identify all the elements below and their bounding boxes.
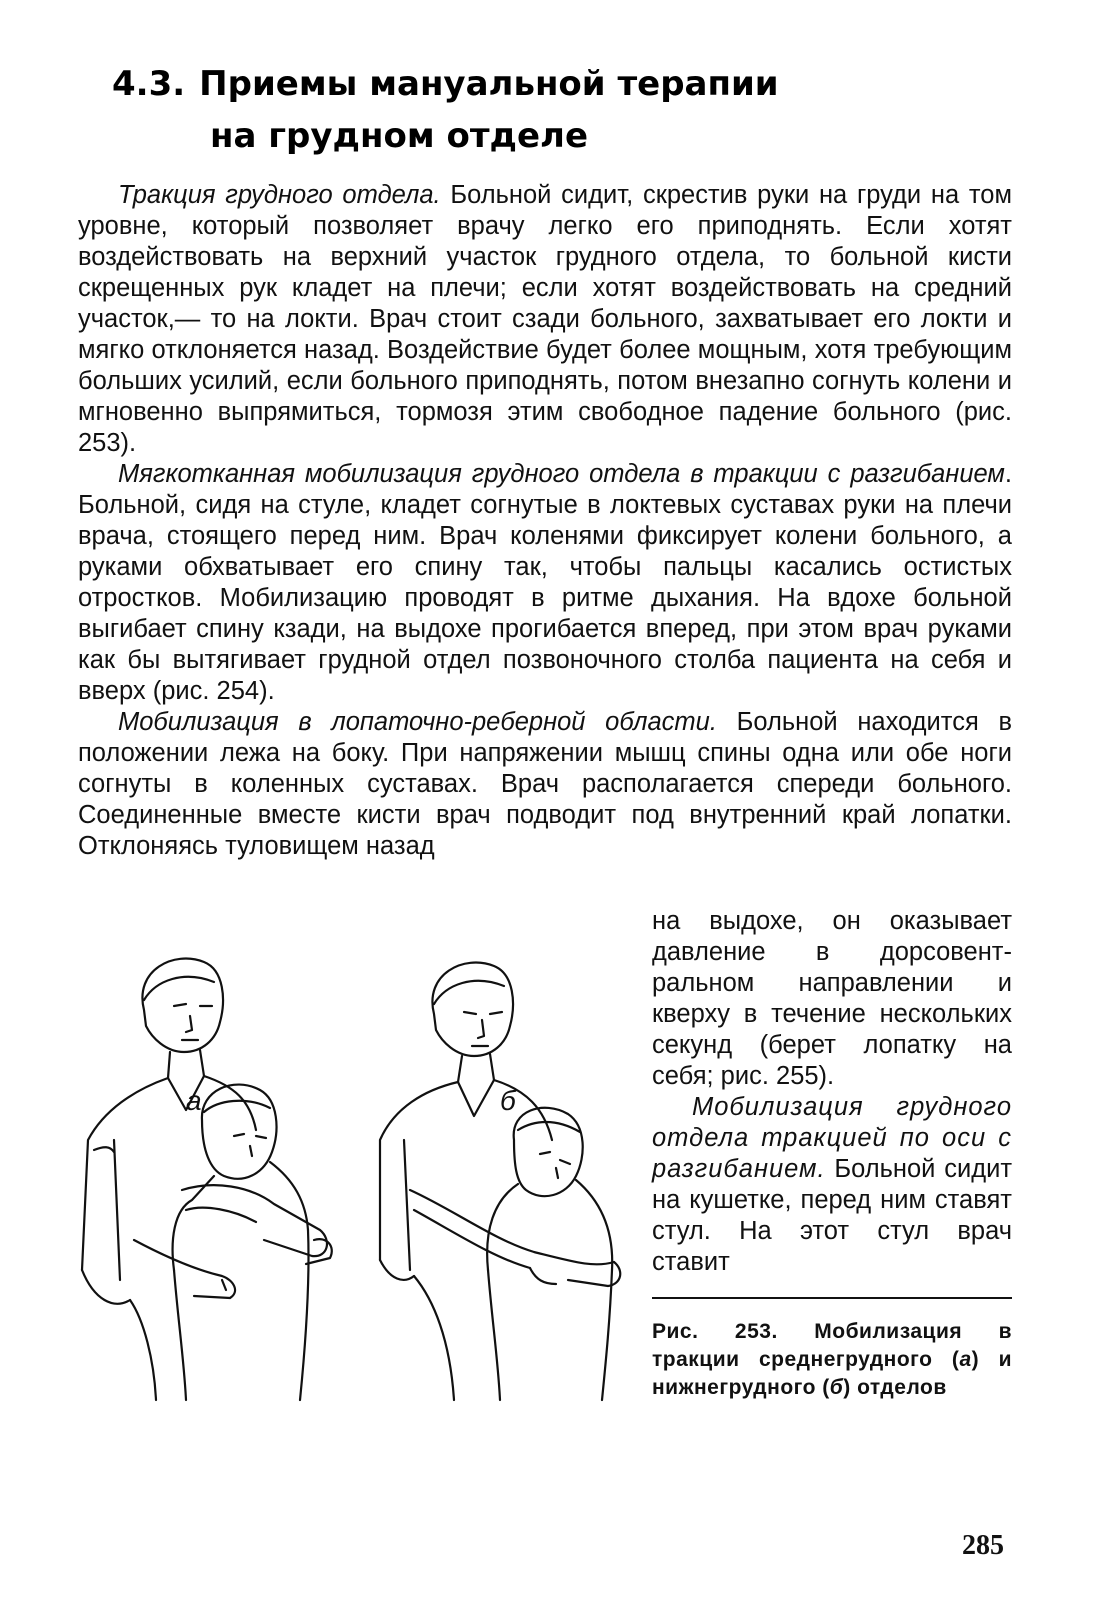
paragraph-body: Больной находится в положении лежа на боку. При напряжении мышц спины одна или обе ноги согнуты в коленных суставах. Врач располагается спереди больного. Соединенные вместе кисти врач подводит под внутренний край лопатки. Отклоняясь туловищем назад [78, 708, 1012, 860]
figure-a-drawing [82, 959, 332, 1400]
paragraph-body: Больной сидит, скрестив руки на груди на том уровне, который позволяет врачу легко его приподнять. Если хотят воздействовать на верхний участок грудного отдела, то больной кисти скрещенных рук кладет на плечи; если хотят воздействовать на средний участок,— то на локти. Врач стоит сзади больного, захватывает его локти и мягко отклоняется назад. Воздействие будет более мощным, хотя требующим больших усилий, если больного приподнять, потом внезапно согнуть колени и мгновенно выпрямиться, тормозя этим свободное падение больного (рис. 253). [78, 181, 1013, 457]
heading-line-1: Приемы мануальной терапии [199, 64, 779, 104]
paragraph-lead: Мобилизация грудного отдела тракцией по оси с разгибанием. [652, 1093, 1012, 1183]
page-number: 285 [962, 1530, 1004, 1561]
figure-b-drawing [380, 963, 620, 1400]
paragraph-soft-tissue [78, 459, 1012, 707]
section-heading [112, 58, 1012, 162]
paragraph-continuation: на выдохе, он оказывает давление в дорсовентральном направлении и кверху в течение нескольких секунд (берет лопатку на себя; рис. 255). [652, 907, 1012, 1090]
paragraph-lead: Мягкотканная мобилизация грудного отдела в тракции с разгибанием [118, 460, 1005, 488]
figure-label-a: а [186, 1085, 202, 1116]
paragraph-lead: Мобилизация в лопаточно-реберной области. [118, 708, 717, 736]
figure-253-illustration [74, 940, 634, 1500]
paragraph-body: . Больной, сидя на стуле, кладет согнутые в локтевых суставах руки на плечи врача, стоящего перед ним. Врач коленями фиксирует колени больного, а руками обхватывает его спину так, чтобы пальцы касались остистых отростков. Мобилизацию проводят в ритме дыхания. На вдохе больной выгибает спину кзади, на выдохе прогибается вперед, при этом врач руками как бы вытягивает грудной отдел позвоночного столба пациента на себя и вверх (рис. 254). [78, 460, 1012, 705]
caption-label-b: б [829, 1376, 844, 1399]
caption-label-a: а [959, 1348, 972, 1371]
caption-mid: ) и нижнегрудного ( [652, 1348, 1012, 1399]
main-text [78, 180, 1012, 862]
paragraph-body: Больной сидит на кушетке, перед ним ставят стул. На этот стул врач ставит [652, 1155, 1012, 1276]
section-number: 4.3. [112, 64, 186, 104]
caption-prefix: Рис. 253. Мобилизация в тракции среднегрудного ( [652, 1320, 1012, 1371]
heading-line-2: на грудном отделе [210, 116, 589, 156]
paragraph-scapular [78, 707, 1012, 862]
caption-divider [652, 1297, 1012, 1299]
side-column-text [652, 906, 1012, 1278]
paragraph-lead: Тракция грудного отдела. [118, 181, 441, 209]
paragraph-traction [78, 180, 1012, 459]
figure-caption [652, 1318, 1012, 1402]
figure-label-b: б [500, 1085, 516, 1116]
illustration-drawing [74, 940, 634, 1420]
paragraph-axial-traction [652, 1092, 1012, 1278]
caption-suffix: ) отделов [843, 1376, 947, 1399]
